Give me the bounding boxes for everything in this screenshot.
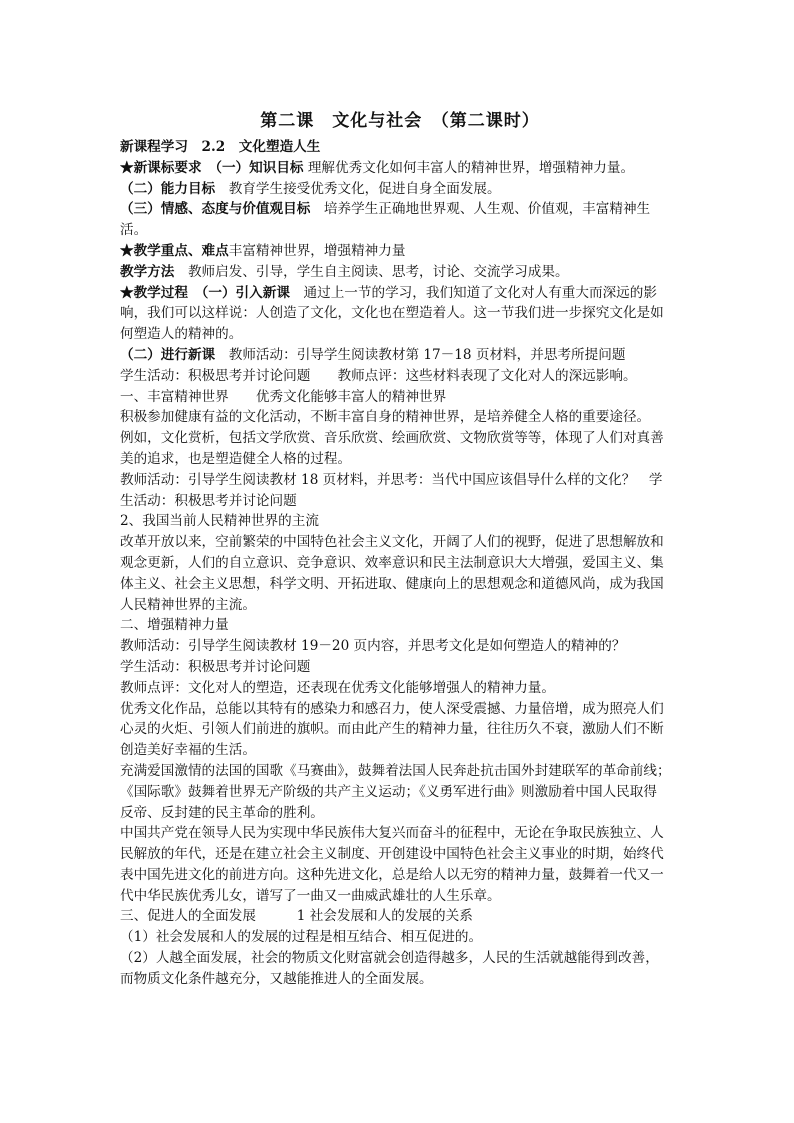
text-segment: 代中华民族优秀儿女，谱写了一曲又一曲威武雄壮的人生乐章。: [120, 887, 501, 904]
text-line: [120, 532, 680, 553]
text-line: [120, 158, 680, 179]
bold-text: （二）能力目标: [120, 180, 216, 197]
text-line: [120, 615, 680, 636]
text-line: [120, 303, 680, 324]
text-line: [120, 636, 680, 657]
text-segment: 教师点评：文化对人的塑造，还表现在优秀文化能够增强人的精神力量。: [120, 679, 555, 696]
text-line: [120, 511, 680, 532]
text-line: [120, 470, 680, 491]
text-segment: （2）人越全面发展，社会的物质文化财富就会创造得越多，人民的生活就越能得到改善，: [120, 950, 659, 967]
text-line: [120, 761, 680, 782]
text-segment: 教育学生接受优秀文化，促进自身全面发展。: [215, 180, 501, 197]
text-line: [120, 886, 680, 907]
text-segment: 丰富精神世界，增强精神力量: [228, 242, 406, 259]
text-segment: 民解放的年代，还是在建立社会主义制度、开创建设中国特色社会主义事业的时期，始终代: [120, 846, 664, 863]
text-segment: 二、增强精神力量: [120, 617, 229, 634]
text-line: [120, 428, 680, 449]
text-segment: 教师活动：引导学生阅读教材 18 页材料，并思考：当代中国应该倡导什么样的文化？ 学: [120, 471, 663, 488]
text-line: [120, 803, 680, 824]
text-line: [120, 387, 680, 408]
text-segment: 《国际歌》鼓舞着世界无产阶级的共产主义运动；《义勇军进行曲》则激励着中国人民取得: [120, 783, 657, 800]
text-line: [120, 491, 680, 512]
text-line: [120, 137, 680, 158]
text-segment: 表中国先进文化的前进方向。这种先进文化，总是给人以无穷的精神力量，鼓舞着一代又一: [120, 866, 664, 883]
text-line: [120, 241, 680, 262]
text-line: [120, 969, 680, 990]
text-line: [120, 740, 680, 761]
text-line: [120, 948, 680, 969]
text-segment: 学生活动：积极思考并讨论问题 教师点评：这些材料表现了文化对人的深远影响。: [120, 367, 637, 384]
text-segment: 生活动：积极思考并讨论问题: [120, 492, 297, 509]
text-line: [120, 324, 680, 345]
text-segment: （1）社会发展和人的发展的过程是相互结合、相互促进的。: [120, 929, 483, 946]
text-segment: 一、丰富精神世界 优秀文化能够丰富人的精神世界: [120, 388, 447, 405]
text-segment: 心灵的火炬、引领人们前进的旗帜。而由此产生的精神力量，往往历久不衰，激励人们不断: [120, 721, 664, 738]
text-line: [120, 179, 680, 200]
document-body: [120, 137, 680, 990]
text-segment: 创造美好幸福的生活。: [120, 742, 256, 759]
text-segment: 教师活动：引导学生阅读教材 19－20 页内容，并思考文化是如何塑造人的精神的？: [120, 638, 626, 655]
bold-text: 新课程学习 2.2 文化塑造人生: [120, 139, 321, 155]
text-segment: 人民精神世界的主流。: [120, 596, 256, 613]
bold-text: ★新课标要求 （一）知识目标: [120, 159, 304, 176]
text-segment: 2、我国当前人民精神世界的主流: [120, 513, 319, 530]
text-segment: 培养学生正确地世界观、人生观、价值观，丰富精神生: [310, 201, 651, 218]
text-segment: 响，我们可以这样说：人创造了文化，文化也在塑造着人。这一节我们进一步探究文化是如: [120, 305, 664, 322]
bold-text: ★教学过程 （一）引入新课: [120, 284, 290, 301]
text-segment: 优秀文化作品，总能以其特有的感染力和感召力，使人深受震撼、力量倍增，成为照亮人们: [120, 700, 664, 717]
text-line: [120, 906, 680, 927]
text-line: [120, 366, 680, 387]
text-line: [120, 657, 680, 678]
text-line: [120, 719, 680, 740]
text-segment: 活。: [120, 222, 148, 239]
text-segment: 而物质文化条件越充分，又越能推进人的全面发展。: [120, 970, 433, 987]
bold-text: 教学方法: [120, 263, 175, 280]
text-line: [120, 199, 680, 220]
text-segment: 美的追求，也是塑造健全人格的过程。: [120, 450, 352, 467]
text-line: [120, 345, 680, 366]
text-line: [120, 407, 680, 428]
text-segment: 积极参加健康有益的文化活动，不断丰富自身的精神世界，是培养健全人格的重要途径。: [120, 409, 651, 426]
text-line: [120, 262, 680, 283]
text-segment: 充满爱国激情的法国的国歌《马赛曲》，鼓舞着法国人民奔赴抗击国外封建联军的革命前线；: [120, 762, 671, 779]
document-title: 第二课 文化与社会 （第二课时）: [260, 111, 540, 131]
text-line: [120, 283, 680, 304]
text-line: [120, 865, 680, 886]
text-segment: 中国共产党在领导人民为实现中华民族伟大复兴而奋斗的征程中，无论在争取民族独立、人: [120, 825, 664, 842]
text-segment: 三、促进人的全面发展 1 社会发展和人的发展的关系: [120, 908, 473, 925]
text-segment: 学生活动：积极思考并讨论问题: [120, 658, 311, 675]
text-segment: 改革开放以来，空前繁荣的中国特色社会主义文化，开阔了人们的视野，促进了思想解放和: [120, 534, 664, 551]
text-segment: 观念更新，人们的自立意识、竞争意识、效率意识和民主法制意识大大增强，爱国主义、集: [120, 554, 664, 571]
text-line: [120, 220, 680, 241]
text-segment: 例如，文化赏析，包括文学欣赏、音乐欣赏、绘画欣赏、文物欣赏等等，体现了人们对真善: [120, 430, 664, 447]
text-line: [120, 823, 680, 844]
text-line: [120, 927, 680, 948]
text-line: [120, 595, 680, 616]
bold-text: ★教学重点、难点: [120, 242, 229, 259]
text-line: [120, 678, 680, 699]
text-segment: 教师活动：引导学生阅读教材第 17－18 页材料，并思考所提问题: [215, 346, 626, 363]
text-segment: 教师启发、引导，学生自主阅读、思考，讨论、交流学习成果。: [174, 263, 569, 280]
text-segment: 反帝、反封建的民主革命的胜利。: [120, 804, 324, 821]
bold-text: （二）进行新课: [120, 346, 216, 363]
text-line: [120, 553, 680, 574]
text-segment: 通过上一节的学习，我们知道了文化对人有重大而深远的影: [289, 284, 657, 301]
bold-text: （三）情感、态度与价值观目标: [120, 201, 311, 218]
text-segment: 理解优秀文化如何丰富人的精神世界，增强精神力量。: [303, 159, 635, 176]
text-line: [120, 699, 680, 720]
text-segment: 何塑造人的精神的。: [120, 326, 243, 343]
text-line: [120, 574, 680, 595]
text-segment: 体主义、社会主义思想，科学文明、开拓进取、健康向上的思想观念和道德风尚，成为我国: [120, 575, 664, 592]
text-line: [120, 782, 680, 803]
text-line: [120, 449, 680, 470]
text-line: [120, 844, 680, 865]
